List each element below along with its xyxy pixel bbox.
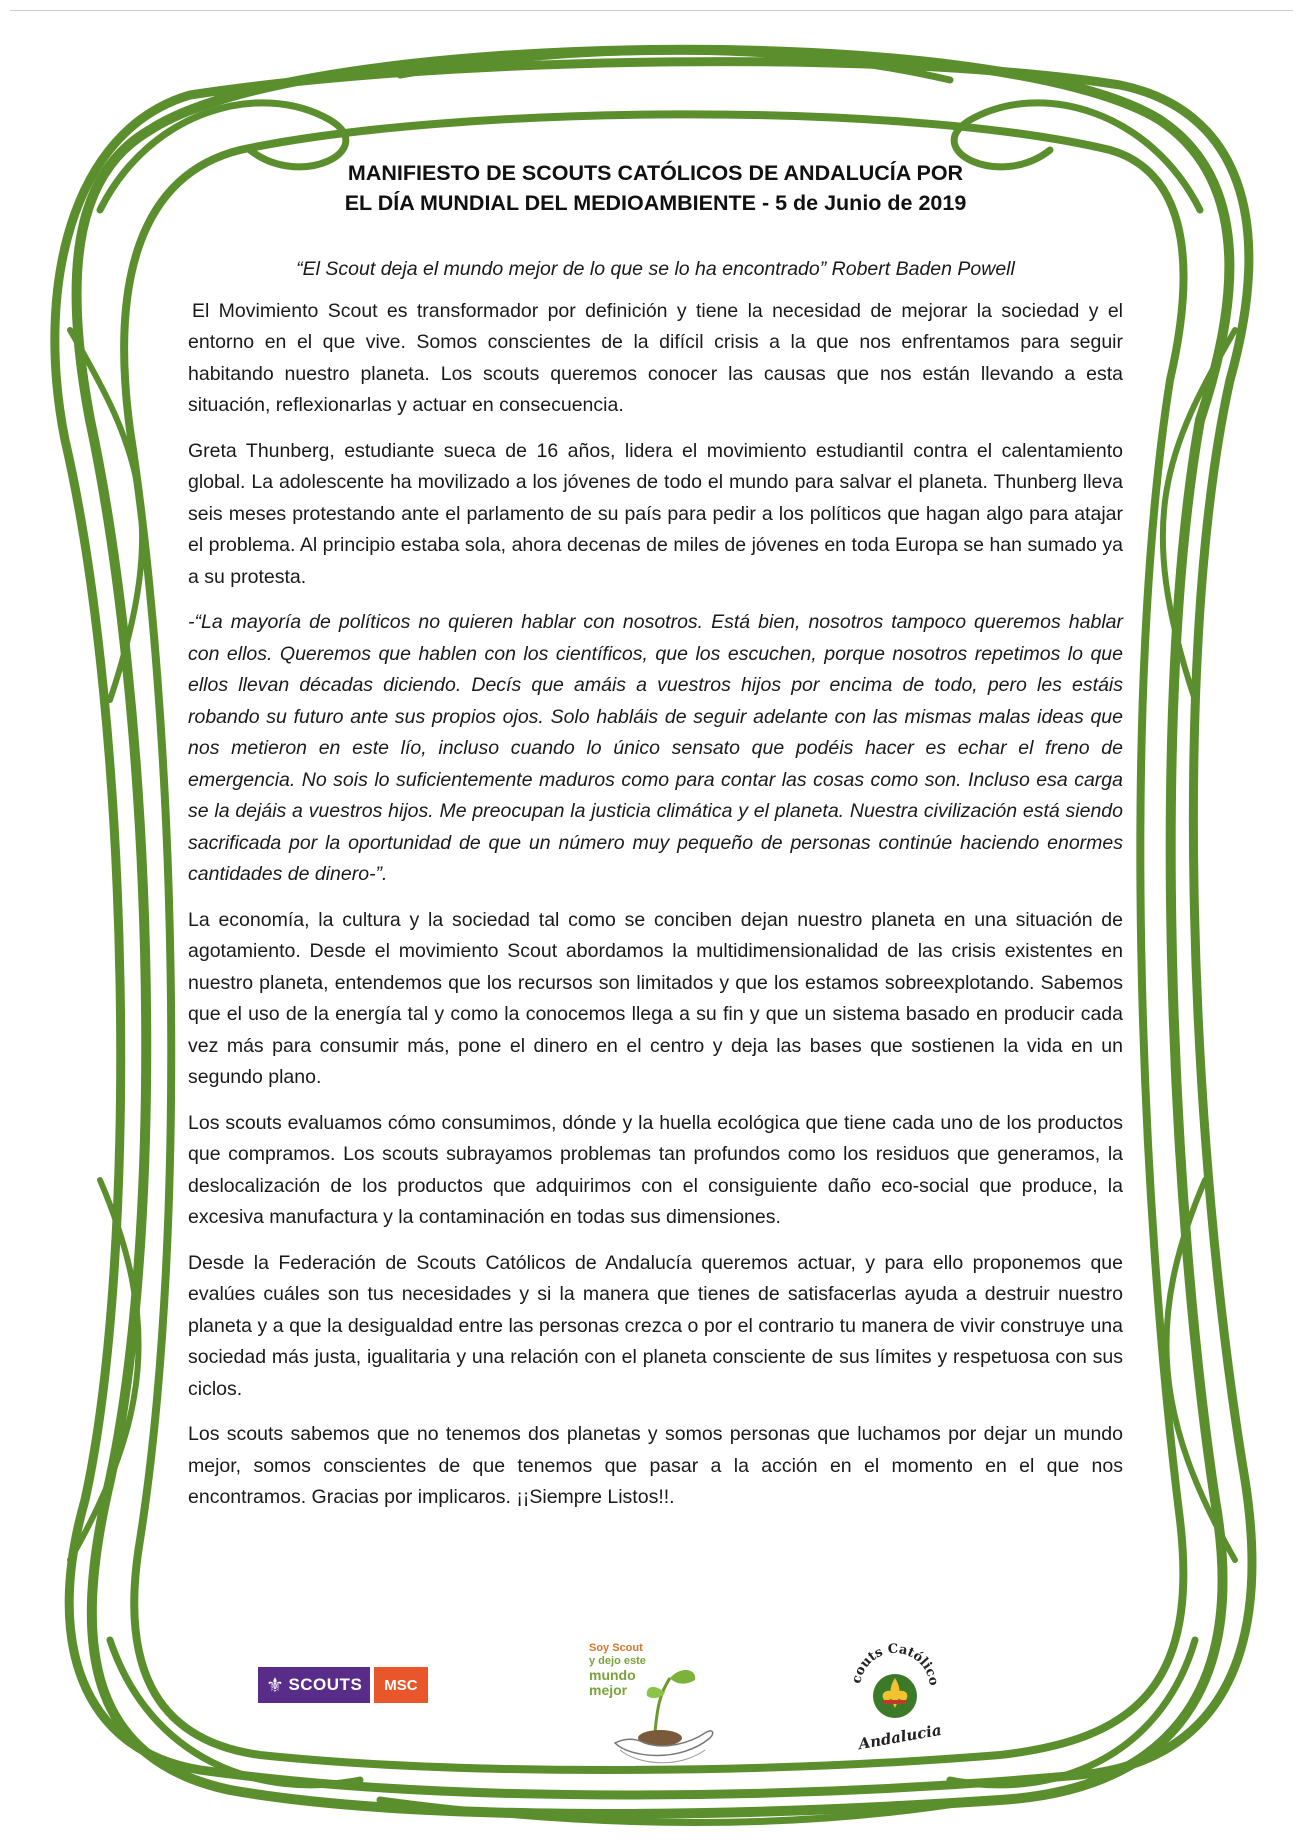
mundo-line-2: y dejo este (589, 1655, 646, 1667)
paragraph-5: Los scouts evaluamos cómo consumimos, dónde y la huella ecológica que tiene cada uno de los productos que compramos. Los scouts subrayamos problemas tan profundos como los residuos que generamos, la deslocalización de los productos que adquirimos con el consiguiente daño eco-social que produce, la excesiva manufactura y la contaminación en todas sus dimensiones. (188, 1111, 1123, 1228)
paragraph-4: La economía, la cultura y la sociedad tal como se conciben dejan nuestro planeta en una situación de agotamiento. Desde el movimiento Scout abordamos la multidimensionalidad de las crisis existentes en nuestro planeta, entendemos que los recursos son limitados y que los estamos sobreexplotando. Sabemos que el uso de la energía tal y como la conocemos llega a su fin y que un sistema basado en producir cada vez más para consumir más, pone el dinero en el centro y deja las bases que sostienen la vida en un segundo plano. (188, 908, 1123, 1088)
border-loop (950, 1640, 1195, 1785)
scouts-logo-label: SCOUTS (288, 1675, 363, 1694)
scouts-logo-box (258, 1667, 370, 1703)
title-line-1: MANIFIESTO DE SCOUTS CATÓLICOS DE ANDALUCÍA POR (347, 161, 964, 185)
paragraph-7: Los scouts sabemos que no tenemos dos planetas y somos personas que luchamos por dejar un mundo mejor, somos conscientes de que tenemos que pasar a la acción en el momento en el que nos encontramos. Gracias por implicaros. ¡¡Siempre Listos!!. (188, 1423, 1123, 1508)
scouts-catolicos-andalucia-logo (840, 1628, 950, 1763)
msc-logo-box (374, 1667, 427, 1703)
paragraph-1: El Movimiento Scout es transformador por definición y tiene la necesidad de mejorar la sociedad y el entorno en el que vive. Somos conscientes de la difícil crisis a la que nos enfrentamos para seguir habitando nuestro planeta. Los scouts queremos conocer las causas que nos están llevando a esta situación, reflexionarlas y actuar en consecuencia. (188, 299, 1123, 416)
mundo-line-3: mundo (589, 1667, 636, 1683)
andalucia-logo-label: Andalucia (857, 1720, 943, 1754)
mundo-logo-text (589, 1642, 659, 1698)
title-line-2: EL DÍA MUNDIAL DEL MEDIOAMBIENTE - 5 de Junio de 2019 (344, 191, 967, 215)
scouts-msc-logo (258, 1667, 428, 1703)
document-title (188, 158, 1123, 218)
msc-logo-label: MSC (384, 1676, 418, 1694)
paragraph-2: Greta Thunberg, estudiante sueca de 16 años, lidera el movimiento estudiantil contra el calentamiento global. La adolescente ha movilizado a los jóvenes de todo el mundo para salvar el planeta. Thunberg lleva seis meses protestando ante el parlamento de su país para pedir a los políticos que hagan algo para atajar el problema. Al principio estaba sola, ahora decenas de miles de jóvenes en toda Europa se han sumado ya a su protesta. (188, 439, 1123, 588)
paragraph-greta-quote: -“La mayoría de políticos no quieren hablar con nosotros. Está bien, nosotros tampoco queremos hablar con ellos. Queremos que hablen con los científicos, que los escuchen, porque nosotros repetimos lo que ellos llevan décadas diciendo. Decís que amáis a vuestros hijos por encima de todo, pero les estáis robando su futuro ante sus propios ojos. Solo habláis de seguir adelante con las mismas malas ideas que nos metieron en este lío, incluso cuando lo único sensato que podéis hacer es echar el freno de emergencia. No sois lo suficientemente maduros como para contar las cosas como son. Incluso esa carga se la dejáis a vuestros hijos. Me preocupan la justicia climática y el planeta. Nuestra civilización está siendo sacrificada por la oportunidad de que un número muy pequeño de personas continúe haciendo enormes cantidades de dinero-”. (188, 611, 1123, 885)
baden-powell-quote: “El Scout deja el mundo mejor de lo que se lo ha encontrado” Robert Baden Powell (296, 258, 1015, 280)
emblem-ring-text: couts Católico (849, 1641, 942, 1687)
soy-scout-mundo-mejor-logo (585, 1638, 725, 1778)
paragraph-6: Desde la Federación de Scouts Católicos de Andalucía queremos actuar, y para ello proponemos que evalúes cuáles son tus necesidades y si la manera que tienes de satisfacerlas ayuda a destruir nuestro planeta y a que la desigualdad entre las personas crezca o por el contrario tu manera de vivir construye una sociedad más justa, igualitaria y una relación con el planeta consciente de sus límites y respetuosa con sus ciclos. (188, 1251, 1123, 1400)
manifesto-body (188, 158, 1123, 1528)
mundo-line-1: Soy Scout (589, 1642, 643, 1654)
mundo-line-4: mejor (589, 1682, 628, 1698)
fleur-de-lis-icon: ⚜ (266, 1674, 285, 1697)
